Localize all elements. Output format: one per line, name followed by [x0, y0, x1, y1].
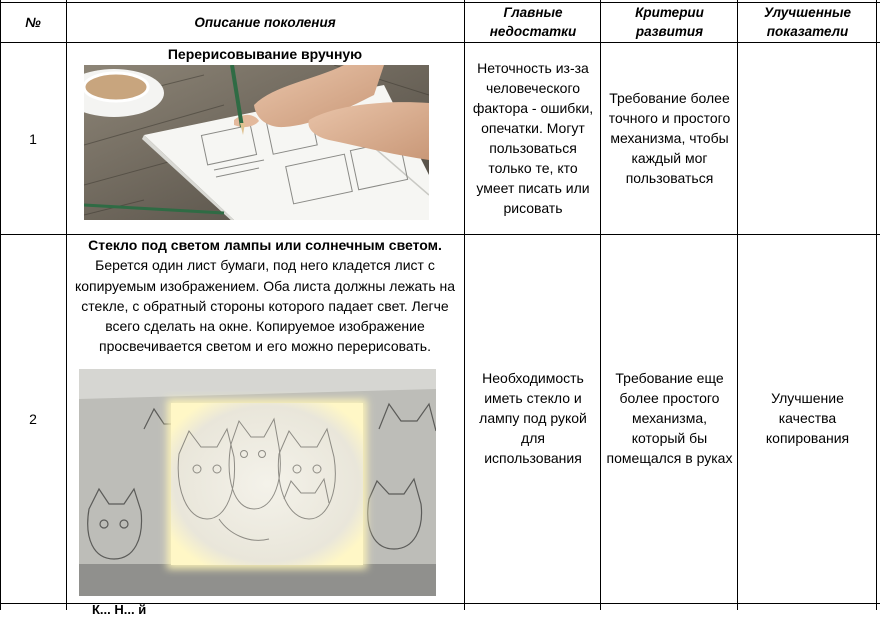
row-2-title: Стекло под светом лампы или солнечным светом. [88, 237, 442, 253]
column-divider-drawbacks [600, 0, 601, 610]
column-divider-criteria [737, 0, 738, 610]
row-2-improved: Улучшение качества копирования [765, 390, 850, 446]
header-improved: Улучшенные показатели [763, 5, 852, 39]
header-criteria: Критерии развития [635, 5, 704, 39]
row-1-improved [739, 43, 876, 234]
row-2-num: 2 [29, 411, 37, 427]
row-3-partial-title: К... Н... й [92, 602, 147, 617]
row-2-body: Берется один лист бумаги, под него кладется лист с копируемым изображением. Оба листа должны лежать на стекле, с обратный стороны которого падает свет. Легче всего сделать на окне. Копируемое изображение просвечивается светом и его можно перерисовать. [74, 257, 456, 355]
row-2-description [66, 235, 464, 357]
header-drawbacks: Главные недостатки [489, 5, 577, 39]
row-1-num: 1 [29, 130, 37, 147]
row-2-drawbacks: Необходимость иметь стекло и лампу под рукой для использования [479, 370, 587, 466]
sketching-by-hand-photo [84, 65, 429, 220]
row-2-criteria: Требование еще более простого механизма, который бы помещался в руках [606, 370, 733, 466]
lightbox-tracing-cats-photo [79, 369, 436, 596]
header-num: № [25, 14, 41, 30]
header-description: Описание поколения [194, 14, 336, 30]
column-divider-description [464, 0, 465, 610]
row-1-title: Перерисовывание вручную [167, 46, 363, 62]
row-1-criteria: Требование более точного и простого механизма, чтобы каждый мог пользоваться [608, 90, 731, 186]
row-1-drawbacks: Неточность из-за человеческого фактора - ошибки, опечатки. Могут пользоваться только те, кто умеет писать или рисовать [472, 60, 594, 216]
table-border-right [876, 0, 877, 610]
